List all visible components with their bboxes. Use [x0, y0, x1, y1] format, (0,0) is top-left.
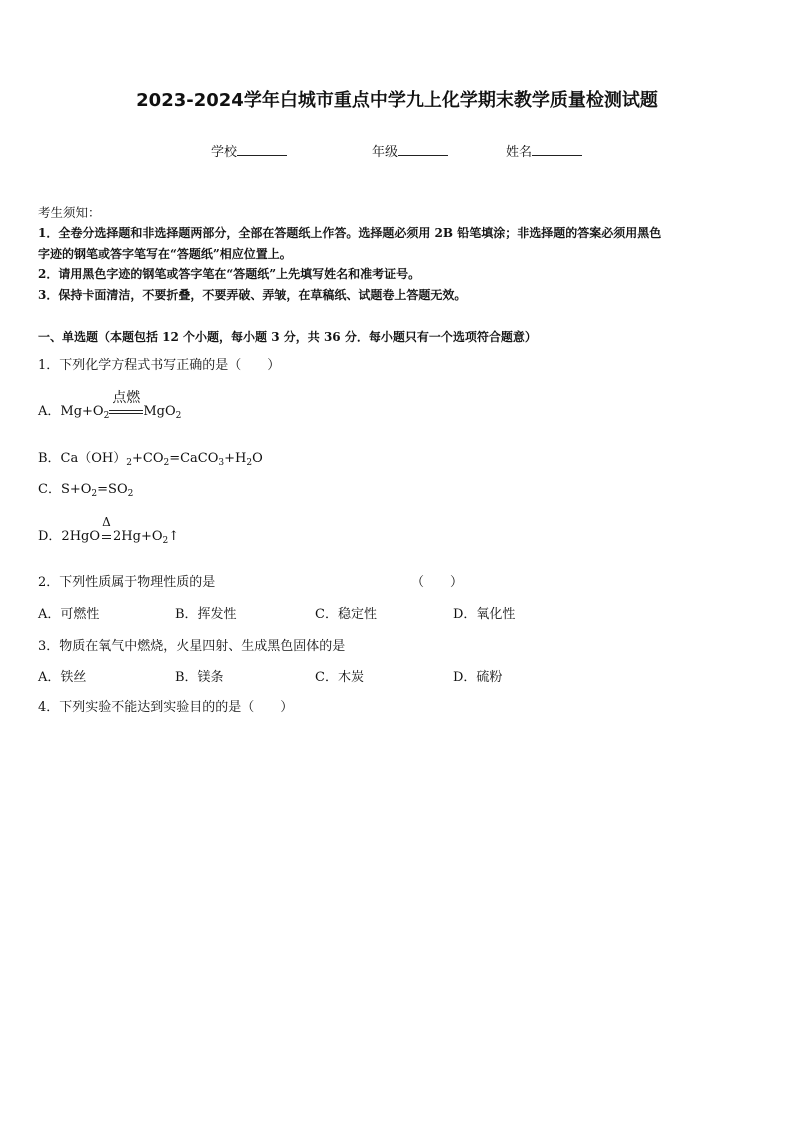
- name-blank[interactable]: [532, 143, 582, 156]
- question-3-option-a[interactable]: A．铁丝: [38, 670, 87, 685]
- question-2-stem: 2．下列性质属于物理性质的是: [38, 575, 216, 590]
- notice-item-2: 2．请用黑色字迹的钢笔或答字笔在“答题纸”上先填写姓名和准考证号。: [38, 267, 421, 281]
- question-1-option-d[interactable]: [38, 515, 180, 546]
- option-b-text: O: [252, 451, 263, 466]
- option-b-sub: 2: [246, 458, 253, 468]
- heat-symbol: Δ: [102, 515, 111, 529]
- equals-sign: [109, 410, 143, 414]
- option-d-sub: 2: [162, 536, 169, 546]
- reaction-condition: [109, 390, 143, 419]
- gas-arrow: ↑: [168, 529, 180, 544]
- option-a-reactants: A．Mg+O: [38, 404, 104, 419]
- question-1-option-b[interactable]: [38, 447, 263, 466]
- option-a-product-sub: 2: [175, 411, 182, 421]
- question-2-option-a[interactable]: A．可燃性: [38, 607, 100, 622]
- grade-label: 年级: [372, 145, 399, 160]
- school-label: 学校: [211, 145, 238, 160]
- option-b-text: B．Ca（OH）: [38, 451, 127, 466]
- question-2-answer-paren: （ ）: [411, 575, 464, 590]
- notice-item-1-line-1: 1．全卷分选择题和非选择题两部分，全部在答题纸上作答。选择题必须用 2B 铅笔填涂；非选择题的答案必须用黑色: [38, 226, 662, 240]
- question-3-option-c[interactable]: C．木炭: [315, 670, 364, 685]
- option-a-product: MgO: [143, 404, 176, 419]
- question-3-option-d[interactable]: D．硫粉: [453, 670, 503, 685]
- school-blank[interactable]: [237, 143, 287, 156]
- heat-condition: [102, 515, 111, 544]
- notice-item-3: 3．保持卡面清洁，不要折叠，不要弄破、弄皱，在草稿纸、试题卷上答题无效。: [38, 288, 467, 302]
- name-label: 姓名: [506, 145, 533, 160]
- option-c-sub: 2: [127, 489, 134, 499]
- question-3-option-b[interactable]: B．镁条: [175, 670, 224, 685]
- option-b-sub: 3: [218, 458, 225, 468]
- equals-sign: [102, 535, 111, 539]
- option-b-text: +CO: [131, 451, 164, 466]
- option-c-text: =SO: [97, 482, 128, 497]
- grade-blank[interactable]: [398, 143, 448, 156]
- option-b-text: =CaCO: [169, 451, 219, 466]
- section-heading: 一、单选题（本题包括 12 个小题，每小题 3 分，共 36 分．每小题只有一个选项符合题意）: [38, 330, 537, 344]
- option-b-text: +H: [224, 451, 247, 466]
- notice-item-1-line-2: 字迹的钢笔或答字笔写在“答题纸”相应位置上。: [38, 247, 292, 261]
- condition-label: 点燃: [112, 390, 141, 406]
- question-4-stem: 4．下列实验不能达到实验目的的是（ ）: [38, 700, 294, 715]
- option-b-sub: 2: [163, 458, 170, 468]
- grade-field: [372, 141, 448, 160]
- option-d-text: D．2HgO: [38, 529, 101, 544]
- question-2-option-b[interactable]: B．挥发性: [175, 607, 237, 622]
- question-2-option-d[interactable]: D．氧化性: [453, 607, 516, 622]
- option-a-sub: 2: [103, 411, 110, 421]
- option-c-sub: 2: [91, 489, 98, 499]
- option-b-sub: 2: [126, 458, 132, 468]
- school-field: [211, 141, 287, 160]
- notice-heading: 考生须知：: [38, 205, 101, 220]
- question-2-option-c[interactable]: C．稳定性: [315, 607, 377, 622]
- question-1-stem: 1．下列化学方程式书写正确的是（ ）: [38, 358, 281, 373]
- question-1-option-a[interactable]: [38, 390, 182, 421]
- question-1-option-c[interactable]: [38, 478, 133, 497]
- question-3-stem: 3．物质在氧气中燃烧，火星四射、生成黑色固体的是: [38, 639, 346, 654]
- name-field: [506, 141, 582, 160]
- option-d-text: 2Hg+O: [113, 529, 163, 544]
- page-title: 2023-2024学年白城市重点中学九上化学期末教学质量检测试题: [136, 90, 658, 111]
- option-c-text: C．S+O: [38, 482, 92, 497]
